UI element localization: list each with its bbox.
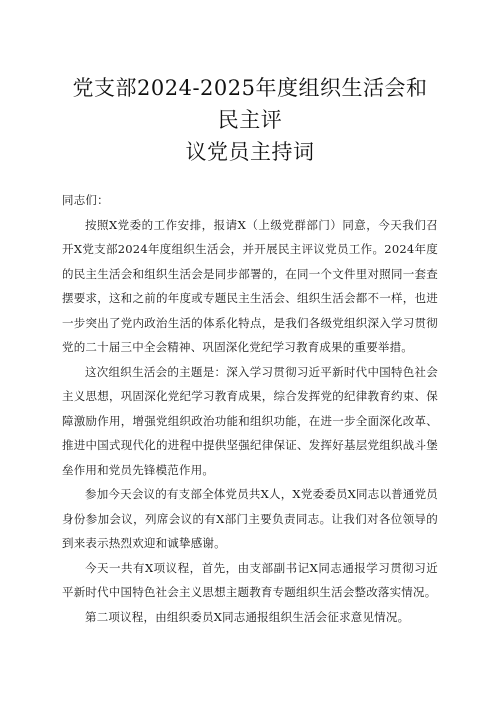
salutation: 同志们： xyxy=(62,193,109,207)
paragraph-5: 第二项议程，由组织委员X同志通报组织生活会征求意见情况。 xyxy=(85,609,410,624)
document-title xyxy=(62,72,438,168)
paragraph-2: 这次组织生活会的主题是：深入学习贯彻习近平新时代中国特色社会主义思想，巩固深化党纪学习教育成果，综合发挥党的纪律教育约束、保障激励作用，增强党组织政治功能和组织功能，在进一步全面深化改革、推进中国式现代化的进程中提供坚强纪律保证、发挥好基层党组织战斗堡垒作用和党员先锋模范作用。 xyxy=(62,364,438,477)
title-line-1: 党支部2024-2025年度组织生活会和民主评 xyxy=(72,76,428,132)
paragraph-4: 今天一共有X项议程，首先，由支部副书记X同志通报学习贯彻习近平新时代中国特色社会主义思想主题教育专题组织生活会整改落实情况。 xyxy=(62,560,438,599)
paragraph-1: 按照X党委的工作安排，报请X（上级党群部门）同意，今天我们召开X党支部2024年度组织生活会，并开展民主评议党员工作。2024年度的民主生活会和组织生活会是同步部署的，在同一个文件里对照同一套查摆要求，这和之前的年度或专题民主生活会、组织生活会都不一样，也进一步突出了党内政治生活的体系化特点，是我们各级党组织深入学习贯彻党的二十届三中全会精神、巩固深化党纪学习教育成果的重要举措。 xyxy=(62,217,438,354)
document-body xyxy=(62,188,438,629)
title-line-2: 议党员主持词 xyxy=(185,140,315,164)
paragraph-3: 参加今天会议的有支部全体党员共X人，X党委委员X同志以普通党员身份参加会议，列席会议的有X部门主要负责同志。让我们对各位领导的到来表示热烈欢迎和诚挚感谢。 xyxy=(62,487,438,550)
